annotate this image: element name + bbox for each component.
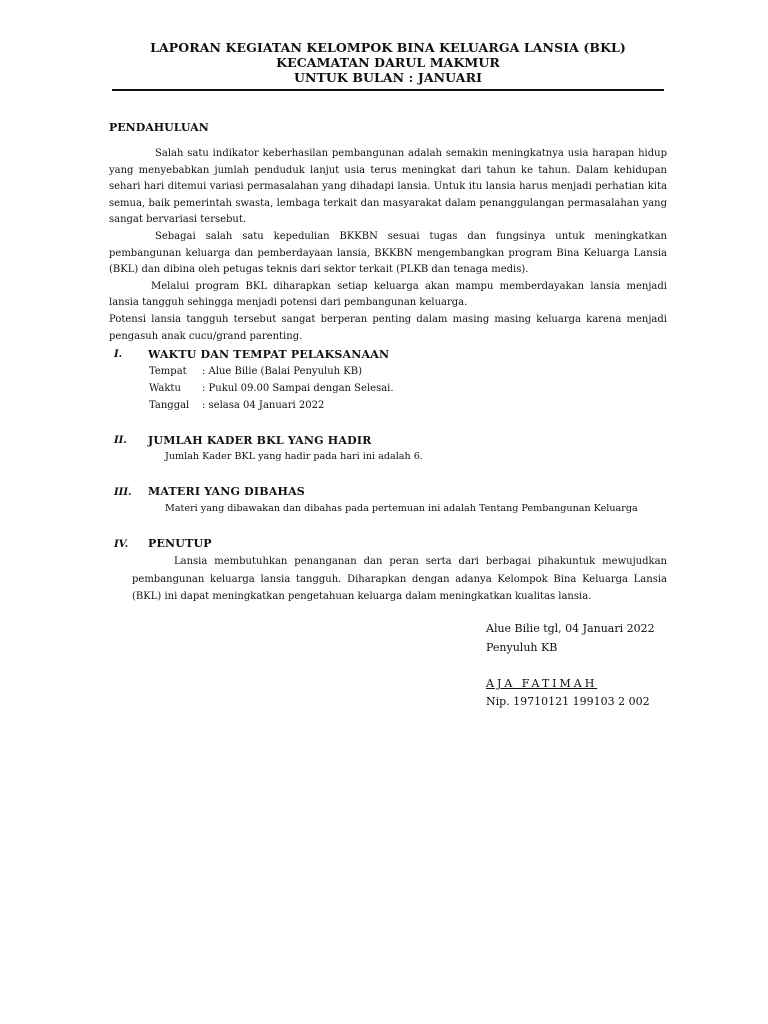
detail-row-place — [149, 363, 394, 380]
time-value: : Pukul 09.00 Sampai dengan Selesai. — [202, 383, 394, 394]
section-2-body: Jumlah Kader BKL yang hadir pada hari ini adalah 6. — [165, 451, 423, 462]
date-value: : selasa 04 Januari 2022 — [202, 400, 325, 411]
report-header — [112, 40, 664, 85]
date-label: Tanggal — [149, 400, 190, 411]
detail-row-time — [149, 380, 394, 397]
place-label: Tempat — [149, 366, 187, 377]
section-1-title: WAKTU DAN TEMPAT PELAKSANAAN — [148, 348, 390, 361]
section-3-body: Materi yang dibawakan dan dibahas pada pertemuan ini adalah Tentang Pembangunan Keluarga — [165, 503, 638, 514]
header-divider — [112, 89, 664, 91]
signatory-name: AJA FATIMAH — [486, 677, 598, 690]
section-2-title: JUMLAH KADER BKL YANG HADIR — [148, 434, 372, 447]
section-4-number: IV. — [114, 539, 129, 550]
closing-paragraph: Lansia membutuhkan penanganan dan peran serta dari berbagai pihakuntuk mewujudkan pembangunan keluarga lansia tangguh. Diharapkan dengan adanya Kelompok Bina Keluarga Lansia (BKL) ini dapat meningkatkan pengetahuan keluarga dalam meningkatkan kualitas lansia. — [132, 556, 667, 602]
report-month: UNTUK BULAN : JANUARI — [293, 70, 483, 85]
section-4-title: PENUTUP — [148, 537, 212, 550]
place-value: : Alue Bilie (Balai Penyuluh KB) — [202, 366, 362, 377]
intro-paragraph-3: Melalui program BKL diharapkan setiap keluarga akan mampu memberdayakan lansia menjadi lansia tangguh sehingga menjadi potensi dari pembangunan keluarga. — [109, 280, 667, 309]
section-3-number: III. — [114, 487, 132, 498]
signatory-nip: Nip. 19710121 199103 2 002 — [486, 695, 650, 708]
section-1-number: I. — [114, 349, 123, 360]
section-3-title: MATERI YANG DIBAHAS — [148, 485, 305, 498]
signature-place-date: Alue Bilie tgl, 04 Januari 2022 — [486, 622, 655, 635]
intro-paragraph-4: Potensi lansia tangguh tersebut sangat berperan penting dalam masing masing keluarga karena menjadi pengasuh anak cucu/grand parenting. — [109, 313, 667, 342]
report-title: LAPORAN KEGIATAN KELOMPOK BINA KELUARGA LANSIA (BKL) — [150, 40, 626, 55]
intro-paragraph-1: Salah satu indikator keberhasilan pembangunan adalah semakin meningkatnya usia harapan hidup yang menyebabkan jumlah penduduk lanjut usia terus meningkat dari tahun ke tahun. Dalam kehidupan sehari hari ditemui variasi permasalahan yang dihadapi lansia. Untuk itu lansia harus menjadi perhatian kita semua, baik pemerintah swasta, lembaga terkait dan masyarakat dalam penanggulangan permasalahan yang sangat bervariasi tersebut. — [109, 148, 667, 226]
signature-role: Penyuluh KB — [486, 641, 558, 654]
section-4-body — [132, 553, 667, 606]
event-details — [149, 363, 394, 414]
time-label: Waktu — [149, 383, 181, 394]
intro-body — [109, 146, 667, 345]
section-2-number: II. — [114, 435, 127, 446]
intro-paragraph-2: Sebagai salah satu kepedulian BKKBN sesuai tugas dan fungsinya untuk meningkatkan pembangunan keluarga dan pemberdayaan lansia, BKKBN mengembangkan program Bina Keluarga Lansia (BKL) dan dibina oleh petugas teknis dari sektor terkait (PLKB dan tenaga medis). — [109, 230, 667, 276]
detail-row-date — [149, 397, 394, 414]
report-district: KECAMATAN DARUL MAKMUR — [276, 55, 500, 70]
intro-heading: PENDAHULUAN — [109, 121, 209, 134]
